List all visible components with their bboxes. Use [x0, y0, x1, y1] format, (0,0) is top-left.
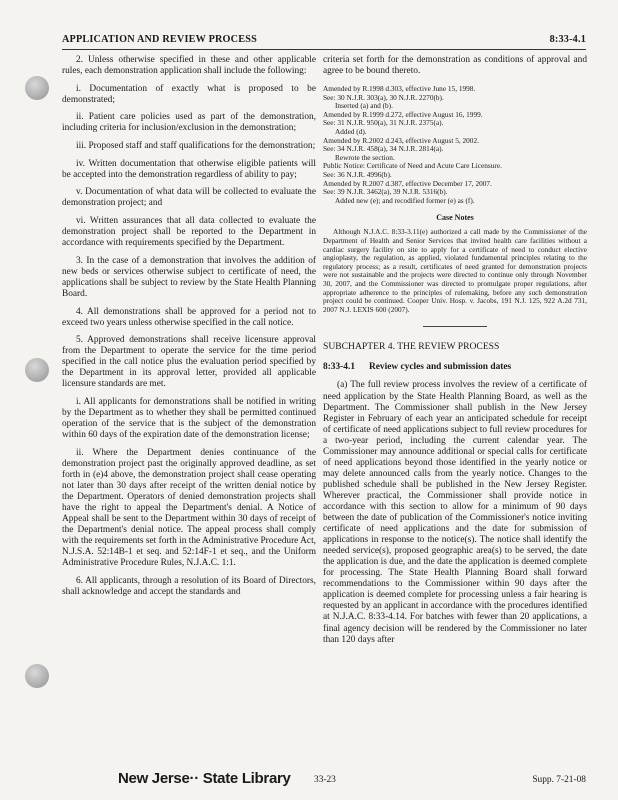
- history-notes: [323, 85, 587, 205]
- history-line: Added (d).: [335, 127, 367, 137]
- history-line: Amended by R.2007 d.387, effective December 17, 2007.: [323, 178, 492, 188]
- paragraph-2: 2. Unless otherwise specified in these and other applicable rules, each demonstration application shall include the following:: [62, 55, 316, 77]
- paragraph-2-ii: ii. Patient care policies used as part of the demonstration, including criteria for inclusion/exclusion in the demonstration;: [62, 112, 316, 134]
- page-footer: [0, 770, 618, 790]
- section-divider: [423, 326, 487, 327]
- paragraph-6: 6. All applicants, through a resolution of its Board of Directors, shall acknowledge and accept the standards and: [62, 576, 316, 598]
- history-line: See: 39 N.J.R. 3462(a), 39 N.J.R. 5316(b).: [323, 187, 448, 197]
- history-line: Added new (e); and recodified former (e) as (f).: [335, 195, 475, 205]
- paragraph-5-i: i. All applicants for demonstrations shall be notified in writing by the Department as to whether they shall be permitted continued operation of the service that is the subject of the demonstration within 60 days of the expiration date of the demonstration license;: [62, 397, 316, 441]
- history-line: Amended by R.2002 d.243, effective August 5, 2002.: [323, 135, 479, 145]
- history-line: Rewrote the section.: [335, 152, 395, 162]
- section-body: (a) The full review process involves the review of a certificate of need application by the State Health Planning Board, as well as the Department. The Commissioner shall publish in the New Jersey Register in February of each year an anticipated schedule for receipt of certificate of need applications subject to full review procedures for a two-year period, including the current calendar year. The Commissioner may announce additional or special calls for certificate of need applications beyond those identified in the yearly notice or may delete announced calls from the yearly notice. Changes to the published schedule shall be published in the New Jersey Register. Wherever practical, the Commissioner shall provide notice in accordance with this section to allow for a minimum of 90 days between the date of publication of the Commissioner's notice inviting certificate of need applications and the date for submission of applications in response to the notice(s). The notice shall identify the needed service(s), proposed geographic area(s) to be served, the date the application is due, and the date the application is deemed complete for processing. The State Health Planning Board shall forward recommendations to the Commissioner within 90 days after the application is deemed complete for processing unless a fair hearing is requested by an applicant in accordance with the procedures identified at N.J.A.C. 8:33-4.14. For batches with fewer than 20 applications, a final agency decision will be rendered by the Commissioner no later than 120 days after: [323, 380, 587, 645]
- left-column: [62, 55, 316, 605]
- history-line: See: 34 N.J.R. 458(a), 34 N.J.R. 2814(a).: [323, 144, 444, 154]
- page-number: 33-23: [314, 775, 336, 785]
- history-line: See: 31 N.J.R. 950(a), 31 N.J.R. 2375(a).: [323, 118, 444, 128]
- paragraph-3: 3. In the case of a demonstration that involves the addition of new beds or services otherwise subject to certificate of need, the applications shall be subject to review by the State Health Planning Board.: [62, 255, 316, 299]
- supplement-date: Supp. 7-21-08: [532, 775, 586, 785]
- paragraph-2-iii: iii. Proposed staff and staff qualifications for the demonstration;: [76, 141, 316, 152]
- paragraph-2-v: v. Documentation of what data will be collected to evaluate the demonstration project; and: [62, 187, 316, 209]
- library-stamp: New Jerse·· State Library: [118, 770, 291, 787]
- page-header: [62, 34, 586, 48]
- section-heading: [323, 362, 587, 373]
- paragraph-4: 4. All demonstrations shall be approved for a period not to exceed two years unless otherwise specified in the call notice.: [62, 306, 316, 328]
- subchapter-heading: SUBCHAPTER 4. THE REVIEW PROCESS: [323, 341, 500, 353]
- case-notes-body: Although N.J.A.C. 8:33-3.11(e) authorized a call made by the Commissioner of the Department of Health and Senior Services that invited health care facilities without a cardiac surgery facility on site to apply for a certificate of need to conduct elective angioplasty, the regulation, as applied, violated fundamental principles relating to the regulatory process; as a result, certificates of need granted for demonstration projects were not sustainable and the projects were directed to continue only through November 30, 2007, and the Commissioner was directed to promulgate proper regulations, after appropriate adherence to the principles of rulemaking, before any such demonstration project could be continued. Cooper Univ. Hosp. v. Jacobs, 191 N.J. 125, 922 A.2d 731, 2007 N.J. LEXIS 600 (2007).: [323, 227, 587, 314]
- paragraph-2-vi: vi. Written assurances that all data collected to evaluate the demonstration project shall be reported to the Department in accordance with requirements specified by the Department.: [62, 216, 316, 249]
- history-line: Inserted (a) and (b).: [335, 101, 393, 111]
- section-heading-number: 8:33-4.1: [323, 362, 356, 373]
- paragraph-5: 5. Approved demonstrations shall receive licensure approval from the Department to operate the service for the time period specified in the call notice plus the evaluation period specified by the Department in its approval letter, provided all applicable licensure standards are met.: [62, 335, 316, 390]
- paragraph-2-i: i. Documentation of exactly what is proposed to be demonstrated;: [62, 83, 316, 105]
- binder-hole-middle: [25, 358, 49, 382]
- header-rule: [62, 49, 586, 50]
- binder-hole-top: [25, 76, 49, 100]
- paragraph-2-iv: iv. Written documentation that otherwise eligible patients will be accepted into the demonstration regardless of ability to pay;: [62, 158, 316, 180]
- history-line: See: 30 N.J.R. 303(a), 30 N.J.R. 2270(b).: [323, 92, 444, 102]
- case-notes-heading: Case Notes: [436, 213, 474, 223]
- binder-hole-bottom: [25, 664, 49, 688]
- history-line: Public Notice: Certificate of Need and Acute Care Licensure.: [323, 161, 502, 171]
- right-column: [323, 55, 587, 652]
- history-line: Amended by R.1998 d.303, effective June 15, 1998.: [323, 84, 476, 94]
- history-line: See: 36 N.J.R. 4996(b).: [323, 170, 392, 180]
- running-title: APPLICATION AND REVIEW PROCESS: [62, 34, 257, 45]
- paragraph-5-ii: ii. Where the Department denies continuance of the demonstration project past the originally approved deadline, as set forth in (e)4 above, the demonstration project shall cease operating not later than 30 days after receipt of the written denial notice by the Department. Operators of denied demonstration projects shall have the right to appeal the Department's denial. A Notice of Appeal shall be sent to the Department within 30 days of receipt of the Department's denial notice. The appeal process shall comply with the requirements set forth in the Administrative Procedure Act, N.J.S.A. 52:14B-1 et seq. and 52:14F-1 et seq., and the Uniform Administrative Procedure Rules, N.J.A.C. 1:1.: [62, 447, 316, 569]
- section-heading-title: Review cycles and submission dates: [369, 362, 512, 373]
- history-line: Amended by R.1999 d.272, effective August 16, 1999.: [323, 109, 483, 119]
- continuation-text: criteria set forth for the demonstration as conditions of approval and agree to be bound thereto.: [323, 55, 587, 77]
- section-number: 8:33-4.1: [549, 34, 586, 45]
